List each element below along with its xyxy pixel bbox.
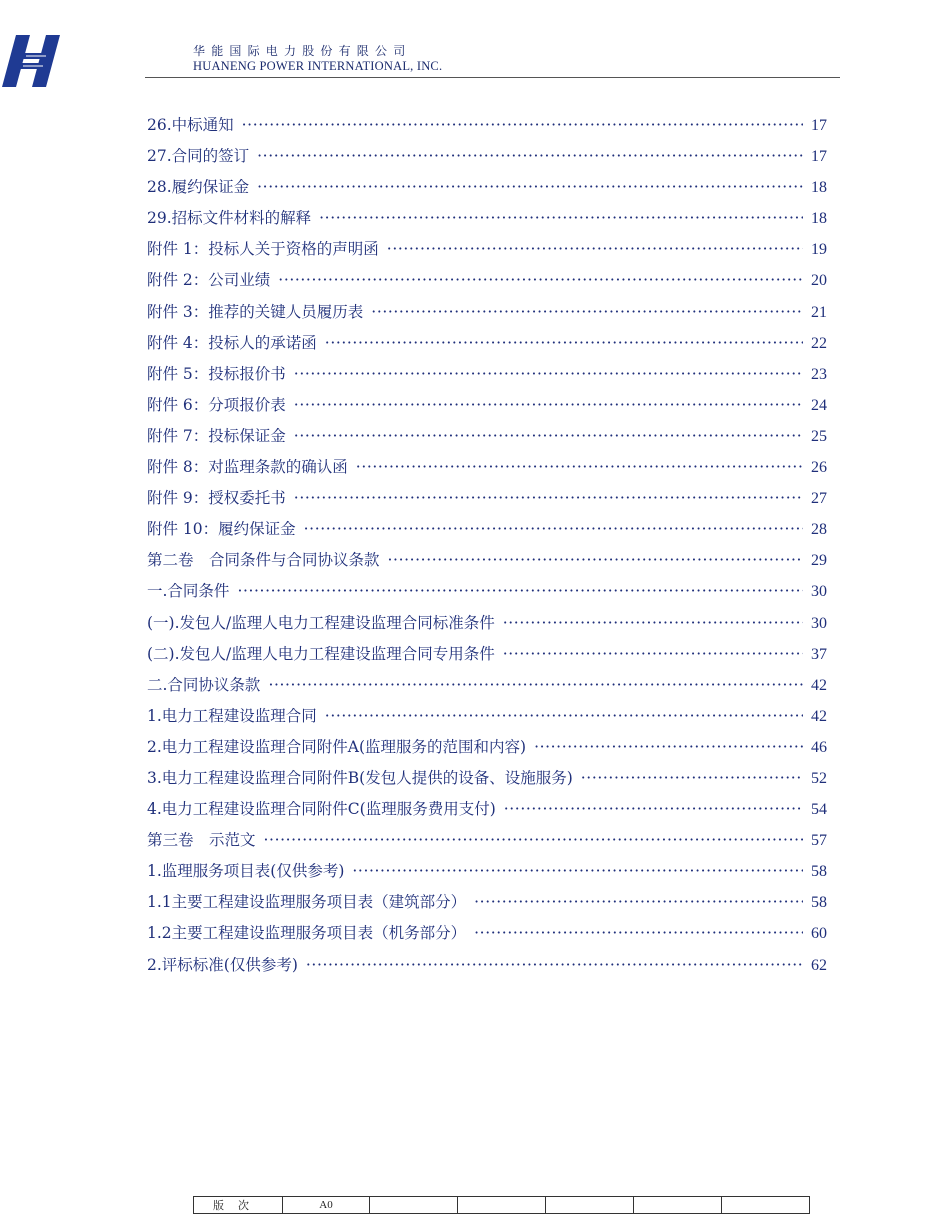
toc-dot-leader [257, 147, 803, 165]
toc-entry-page: 22 [811, 334, 827, 352]
toc-entry[interactable] [147, 673, 827, 704]
toc-entry-page: 42 [811, 676, 827, 694]
toc-entry-page: 27 [811, 490, 827, 508]
toc-dot-leader [504, 800, 803, 818]
toc-dot-leader [294, 489, 803, 507]
toc-entry[interactable] [147, 300, 827, 331]
toc-entry[interactable] [147, 797, 827, 828]
toc-entry-page: 19 [811, 241, 827, 259]
toc-entry-title: 29.招标文件材料的解释 [147, 209, 312, 228]
toc-entry-page: 46 [811, 738, 827, 756]
toc-dot-leader [534, 738, 803, 756]
toc-entry[interactable] [147, 579, 827, 610]
toc-entry-title: 附件 8：对监理条款的确认函 [147, 458, 348, 477]
toc-entry-page: 29 [811, 552, 827, 570]
version-cell [370, 1197, 458, 1214]
toc-dot-leader [304, 520, 803, 538]
toc-dot-leader [356, 458, 803, 476]
toc-entry[interactable] [147, 704, 827, 735]
toc-dot-leader [387, 240, 803, 258]
toc-entry-title: 附件 3：推荐的关键人员履历表 [147, 302, 364, 321]
toc-entry-page: 42 [811, 707, 827, 725]
toc-dot-leader [474, 893, 803, 911]
toc-entry-title: 一.合同条件 [147, 582, 230, 601]
version-cell [546, 1197, 634, 1214]
toc-dot-leader [581, 769, 803, 787]
toc-dot-leader [503, 645, 803, 663]
toc-entry-page: 58 [811, 894, 827, 912]
toc-entry-title: 附件 5：投标报价书 [147, 364, 286, 383]
toc-entry-title: 附件 1：投标人关于资格的声明函 [147, 240, 379, 259]
toc-entry-title: 4.电力工程建设监理合同附件C(监理服务费用支付) [147, 800, 496, 819]
toc-entry-page: 54 [811, 801, 827, 819]
toc-entry-title: 28.履约保证金 [147, 178, 250, 197]
toc-entry[interactable] [147, 828, 827, 859]
toc-entry[interactable] [147, 859, 827, 890]
toc-dot-leader [237, 582, 803, 600]
toc-dot-leader [268, 676, 803, 694]
toc-entry-title: 附件 9：授权委托书 [147, 489, 286, 508]
toc-entry[interactable] [147, 331, 827, 362]
toc-entry-title: 3.电力工程建设监理合同附件B(发包人提供的设备、设施服务) [147, 768, 573, 787]
page-header [193, 44, 442, 74]
toc-entry-page: 60 [811, 925, 827, 943]
toc-entry-page: 17 [811, 117, 827, 134]
toc-dot-leader [325, 334, 803, 352]
toc-entry-page: 23 [811, 365, 827, 383]
toc-dot-leader [388, 551, 803, 569]
toc-entry[interactable] [147, 175, 827, 206]
toc-entry[interactable] [147, 890, 827, 921]
company-name-en: HUANENG POWER INTERNATIONAL, INC. [193, 59, 443, 73]
toc-dot-leader [319, 209, 803, 227]
toc-entry-title: 26.中标通知 [147, 116, 234, 134]
toc-entry-page: 25 [811, 427, 827, 445]
toc-entry[interactable] [147, 362, 827, 393]
toc-dot-leader [278, 271, 803, 289]
version-cell [458, 1197, 546, 1214]
toc-entry-page: 26 [811, 459, 827, 477]
toc-entry-page: 28 [811, 521, 827, 539]
version-cell [634, 1197, 722, 1214]
toc-entry[interactable] [147, 548, 827, 579]
toc-entry-page: 52 [811, 769, 827, 787]
toc-dot-leader [257, 178, 803, 196]
toc-entry-title: 附件 6：分项报价表 [147, 395, 286, 414]
toc-dot-leader [474, 924, 803, 942]
toc-entry-title: 1.电力工程建设监理合同 [147, 706, 317, 725]
toc-entry[interactable] [147, 144, 827, 175]
toc-entry[interactable] [147, 113, 827, 144]
version-value: A0 [283, 1197, 370, 1214]
toc-entry-page: 57 [811, 832, 827, 850]
toc-dot-leader [503, 614, 803, 632]
version-cell [722, 1197, 810, 1214]
toc-entry-page: 37 [811, 645, 827, 663]
toc-entry[interactable] [147, 455, 827, 486]
toc-entry-page: 30 [811, 583, 827, 601]
toc-entry-title: 附件 4：投标人的承诺函 [147, 333, 317, 352]
toc-dot-leader [352, 862, 803, 880]
toc-entry[interactable] [147, 424, 827, 455]
header-divider [145, 77, 840, 78]
toc-entry-title: 27.合同的签订 [147, 147, 250, 166]
toc-entry-title: 1.2主要工程建设监理服务项目表（机务部分） [147, 924, 467, 943]
version-label: 版次 [194, 1197, 283, 1214]
toc-entry[interactable] [147, 953, 827, 984]
toc-entry-page: 17 [811, 148, 827, 166]
version-table [193, 1196, 810, 1214]
toc-dot-leader [264, 831, 803, 849]
toc-dot-leader [371, 303, 803, 321]
toc-entry-page: 18 [811, 179, 827, 197]
toc-entry-title: 二.合同协议条款 [147, 675, 261, 694]
toc-entry-title: 附件 2：公司业绩 [147, 271, 271, 290]
toc-entry-title: 2.评标标准(仅供参考) [147, 955, 298, 974]
toc-entry[interactable] [147, 517, 827, 548]
toc-entry-page: 58 [811, 863, 827, 881]
toc-dot-leader [294, 365, 803, 383]
toc-entry-page: 18 [811, 210, 827, 228]
toc-entry-page: 20 [811, 272, 827, 290]
toc-entry-title: 2.电力工程建设监理合同附件A(监理服务的范围和内容) [147, 737, 527, 756]
toc-entry-title: 第三卷 示范文 [147, 831, 256, 850]
toc-dot-leader [306, 956, 803, 974]
toc-entry-title: (二).发包人/监理人电力工程建设监理合同专用条件 [147, 644, 495, 663]
toc-entry[interactable] [147, 735, 827, 766]
toc-entry-title: 附件 7：投标保证金 [147, 426, 286, 445]
toc-entry[interactable] [147, 642, 827, 673]
toc-entry-page: 21 [811, 303, 827, 321]
toc-entry-page: 62 [811, 956, 827, 974]
toc-entry-page: 24 [811, 396, 827, 414]
toc-entry[interactable] [147, 766, 827, 797]
table-of-contents [147, 113, 827, 984]
toc-entry[interactable] [147, 237, 827, 268]
toc-entry[interactable] [147, 611, 827, 642]
toc-entry-title: 第二卷 合同条件与合同协议条款 [147, 551, 380, 570]
toc-dot-leader [294, 396, 803, 414]
toc-entry-title: (一).发包人/监理人电力工程建设监理合同标准条件 [147, 613, 495, 632]
toc-dot-leader [325, 707, 803, 725]
toc-entry[interactable] [147, 268, 827, 299]
toc-entry[interactable] [147, 486, 827, 517]
toc-dot-leader [242, 116, 803, 134]
toc-dot-leader [294, 427, 803, 445]
toc-entry[interactable] [147, 921, 827, 952]
company-name-cn: 华能国际电力股份有限公司 [193, 44, 412, 58]
toc-entry-title: 1.1主要工程建设监理服务项目表（建筑部分） [147, 893, 467, 912]
toc-entry-page: 30 [811, 614, 827, 632]
toc-entry-title: 附件 10：履约保证金 [147, 520, 296, 539]
toc-entry-title: 1.监理服务项目表(仅供参考) [147, 862, 345, 881]
toc-entry[interactable] [147, 393, 827, 424]
huaneng-logo-icon [0, 33, 66, 89]
toc-entry[interactable] [147, 206, 827, 237]
